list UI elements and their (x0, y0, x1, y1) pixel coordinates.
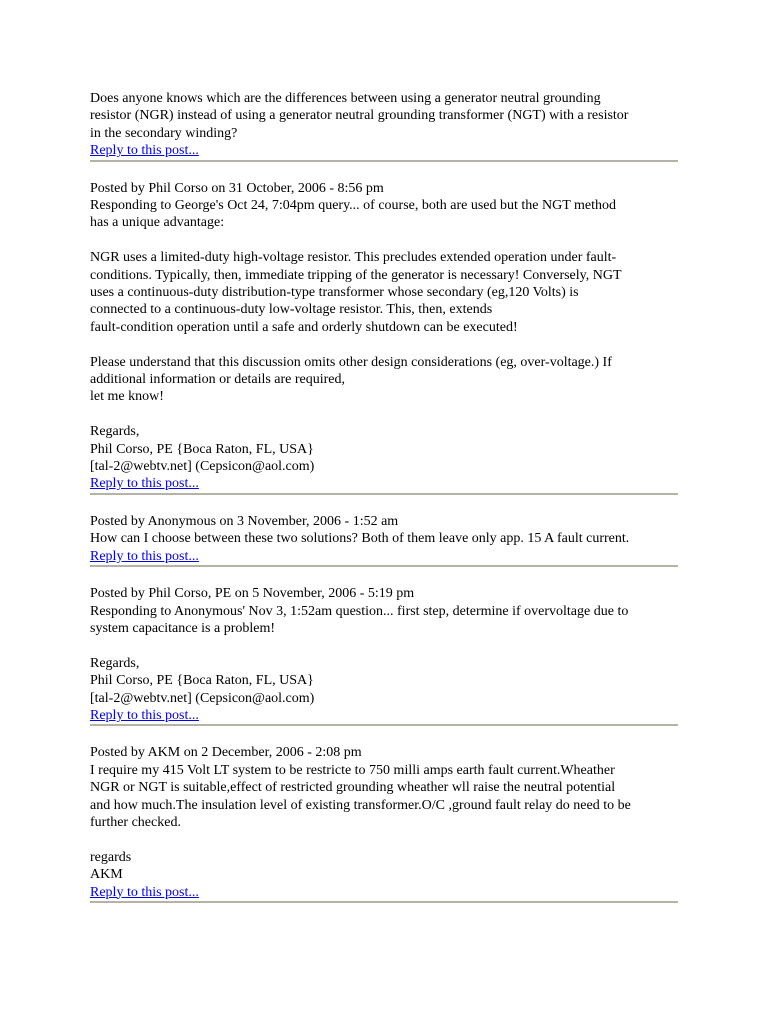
post-header: Posted by Anonymous on 3 November, 2006 - 1:52 am (90, 513, 399, 529)
post-text-line: Regards, (90, 424, 140, 440)
reply-link[interactable]: Reply to this post... (90, 707, 199, 723)
post-text-line: system capacitance is a problem! (90, 620, 276, 636)
post-divider (90, 160, 678, 162)
post-text-line: AKM (90, 867, 123, 883)
post-divider (90, 901, 678, 903)
forum-post (90, 513, 678, 567)
forum-thread (90, 90, 678, 921)
post-text-line: further checked. (90, 814, 181, 830)
post-text-line: Phil Corso, PE {Boca Raton, FL, USA} (90, 673, 314, 689)
post-text-line: additional information or details are required, (90, 372, 346, 388)
post-text-line: Phil Corso, PE {Boca Raton, FL, USA} (90, 441, 314, 457)
paragraph-spacer (90, 232, 678, 249)
post-divider (90, 493, 678, 495)
post-text-line: fault-condition operation until a safe and orderly shutdown can be executed! (90, 319, 518, 335)
paragraph-spacer (90, 336, 678, 353)
post-text-line: resistor (NGR) instead of using a generator neutral grounding transformer (NGT) with a resistor (90, 108, 629, 124)
post-text-line: NGR or NGT is suitable,effect of restricted grounding wheather wll raise the neutral potential (90, 780, 616, 796)
post-text-line: connected to a continuous-duty low-voltage resistor. This, then, extends (90, 302, 493, 318)
post-text-line: [tal-2@webtv.net] (Cepsicon@aol.com) (90, 459, 315, 475)
paragraph-spacer (90, 831, 678, 848)
forum-post (90, 585, 678, 726)
post-text-line: has a unique advantage: (90, 215, 225, 231)
post-header: Posted by Phil Corso on 31 October, 2006 - 8:56 pm (90, 180, 384, 196)
reply-link[interactable]: Reply to this post... (90, 143, 199, 159)
post-text-line: Responding to George's Oct 24, 7:04pm query... of course, both are used but the NGT method (90, 198, 617, 214)
reply-link[interactable]: Reply to this post... (90, 548, 199, 564)
paragraph-spacer (90, 637, 678, 654)
post-text-line: I require my 415 Volt LT system to be restricte to 750 milli amps earth fault current.Wheather (90, 762, 615, 778)
post-text-line: and how much.The insulation level of existing transformer.O/C ,ground fault relay do need to be (90, 797, 631, 813)
forum-post (90, 90, 678, 162)
post-text-line: [tal-2@webtv.net] (Cepsicon@aol.com) (90, 690, 315, 706)
reply-link[interactable]: Reply to this post... (90, 884, 199, 900)
forum-post (90, 744, 678, 903)
post-header: Posted by AKM on 2 December, 2006 - 2:08 pm (90, 745, 362, 761)
post-text-line: in the secondary winding? (90, 125, 238, 141)
post-text-line: NGR uses a limited-duty high-voltage resistor. This precludes extended operation under fault- (90, 250, 617, 266)
post-text-line: Does anyone knows which are the differences between using a generator neutral grounding (90, 91, 601, 106)
post-text-line: regards (90, 849, 132, 865)
post-text-line: conditions. Typically, then, immediate tripping of the generator is necessary! Conversely, NGT (90, 267, 622, 283)
post-text-line: let me know! (90, 389, 164, 405)
post-text-line: Please understand that this discussion omits other design considerations (eg, over-voltage.) If (90, 354, 612, 370)
post-header: Posted by Phil Corso, PE on 5 November, 2006 - 5:19 pm (90, 586, 415, 602)
reply-link[interactable]: Reply to this post... (90, 476, 199, 492)
post-text-line: How can I choose between these two solutions? Both of them leave only app. 15 A fault current. (90, 531, 630, 547)
post-text-line: uses a continuous-duty distribution-type transformer whose secondary (eg,120 Volts) is (90, 285, 579, 301)
post-text-line: Regards, (90, 655, 140, 671)
post-text-line: Responding to Anonymous' Nov 3, 1:52am question... first step, determine if overvoltage due to (90, 603, 629, 619)
post-divider (90, 724, 678, 726)
post-divider (90, 565, 678, 567)
forum-post (90, 180, 678, 495)
paragraph-spacer (90, 406, 678, 423)
